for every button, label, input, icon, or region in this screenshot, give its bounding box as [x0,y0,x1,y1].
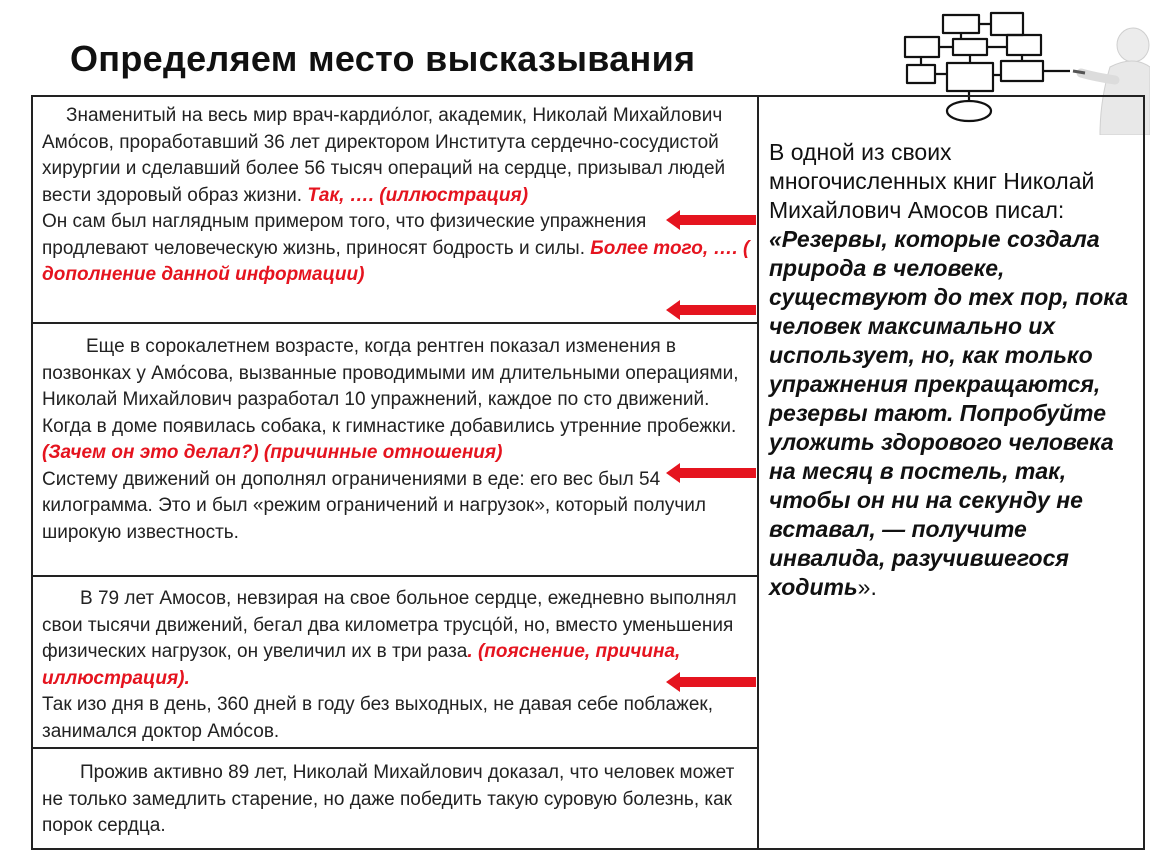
arrow-left-icon [666,672,756,692]
row-divider [31,747,758,749]
row-divider [31,322,758,324]
annotation-causal: (Зачем он это делал?) (причинные отношения) [42,442,503,463]
arrow-left-icon [666,210,756,230]
text-block-3: В 79 лет Амосов, невзирая на свое больное сердце, ежедневно выполнял свои тысячи движений, бегал два километра трусцо́й, но, вместо уменьшения физических нагрузок, он увеличил их в три раза. (пояснение, причина, иллюстрация). Так изо дня в день, 360 дней в году без выходных, не давая себе поблажек, занимался доктор Амо́сов. [42,588,737,742]
text-block-4: Прожив активно 89 лет, Николай Михайлович доказал, что человек может не только замедлить старение, но даже победить такую суровую болезнь, как порок сердца. [42,762,735,836]
amosov-quote: «Резервы, которые создала природа в человеке, существуют до тех пор, пока человек максимально их использует, но, как только упражнения прекращаются, резервы тают. Попробуйте уложить здорового человека на месяц в постель, так, чтобы он ни на секунду не вставал, — получите инвалида, разучившегося ходить [769,226,1128,600]
arrow-left-icon [666,300,756,320]
text-block-1: Знаменитый на весь мир врач-кардио́лог, академик, Николай Михайлович Амо́сов, проработавший 36 лет директором Института сердечно-сосудистой хирургии и сделавший более 56 тысяч операций на сердце, призывал людей вести здоровый образ жизни. Так, …. (иллюстрация) Он сам был наглядным примером того, что физические упражнения продлевают человеческую жизнь, приносят бодрость и силы. Более того, …. ( дополнение данной информации) [42,105,750,285]
annotation-explanation: . (пояснение, причина, иллюстрация). [42,641,681,689]
text-block-2: Еще в сорокалетнем возрасте, когда рентген показал изменения в позвонках у Амо́сова, вызванные проводимыми им длительными операциями, Николай Михайлович разработал 10 упражнений, каждое по сто движений. Когда в доме появилась собака, к гимнастике добавились утренние пробежки. (Зачем он это делал?) (причинные отношения) Систему движений он дополнял ограничениями в еде: его вес был 54 килограмма. Это и был «режим ограничений и нагрузок», который получил широкую известность. [42,336,739,543]
column-divider [757,95,759,850]
arrow-left-icon [666,463,756,483]
row-divider [31,575,758,577]
quote-block: В одной из своих многочисленных книг Николай Михайлович Амосов писал: «Резервы, которые создала природа в человеке, существуют до тех пор, пока человек максимально их использует, но, как только упражнения прекращаются, резервы тают. Попробуйте уложить здорового человека на месяц в постель, так, чтобы он ни на секунду не вставал, — получите инвалида, разучившегося ходить». [769,139,1128,600]
annotation-addition: Более того, …. ( дополнение данной информации) [42,237,750,285]
page-title: Определяем место высказывания [70,38,696,79]
annotation-illustration: Так, …. (иллюстрация) [307,184,529,206]
